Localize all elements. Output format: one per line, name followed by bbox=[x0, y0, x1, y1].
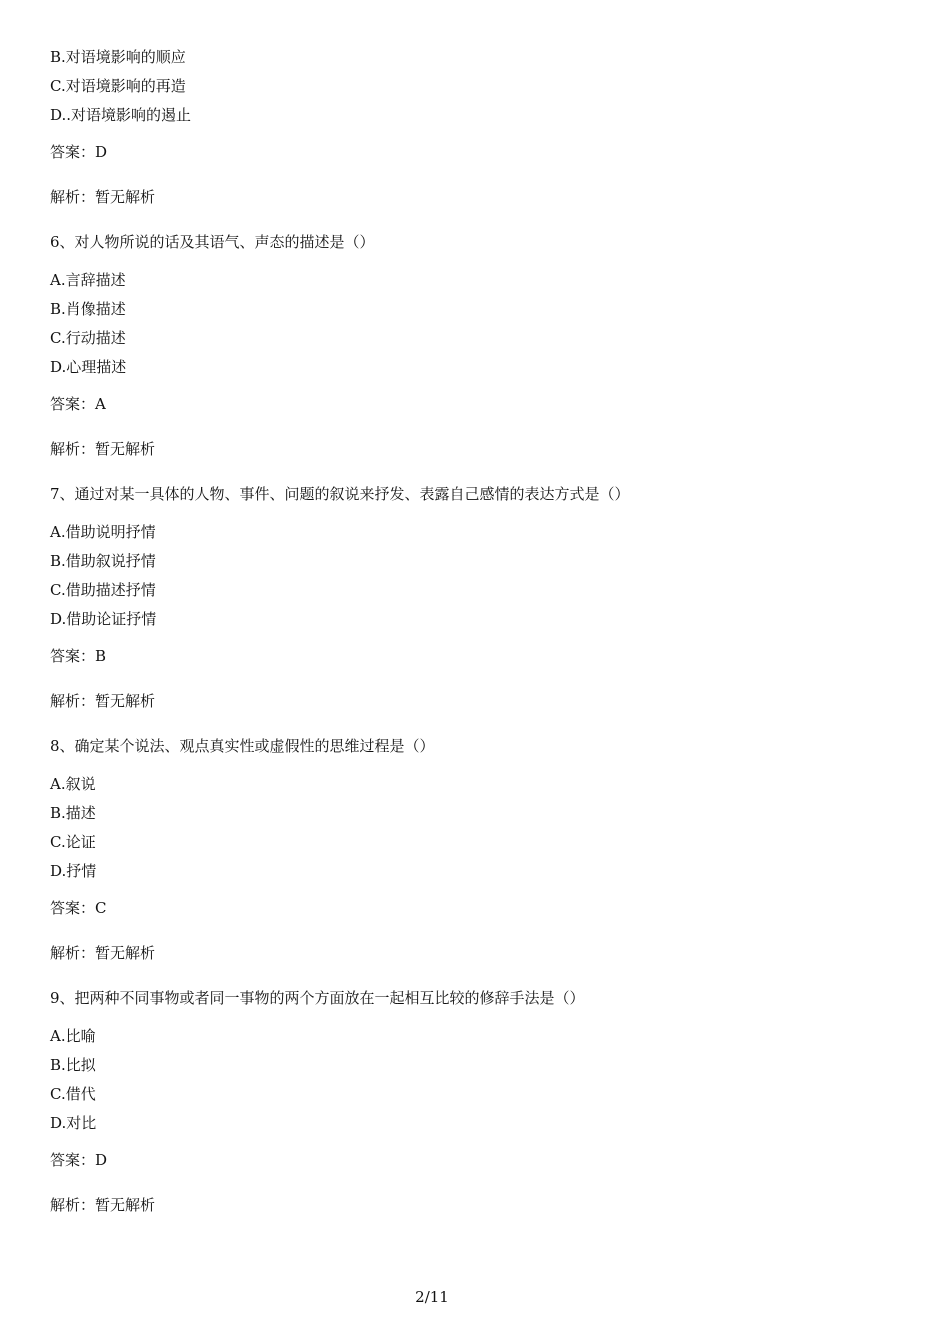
q6-option-c: C.行动描述 bbox=[50, 329, 126, 347]
q6-answer: 答案：A bbox=[50, 395, 106, 413]
q7-option-d: D.借助论证抒情 bbox=[50, 610, 157, 628]
q6-question: 6、对人物所说的话及其语气、声态的描述是（） bbox=[50, 233, 375, 251]
q7-analysis: 解析：暂无解析 bbox=[50, 692, 156, 710]
q7-answer: 答案：B bbox=[50, 647, 107, 665]
q8-analysis: 解析：暂无解析 bbox=[50, 944, 156, 962]
q8-option-b: B.描述 bbox=[50, 804, 96, 822]
q9-option-d: D.对比 bbox=[50, 1114, 97, 1132]
q9-option-c: C.借代 bbox=[50, 1085, 96, 1103]
q8-answer: 答案：C bbox=[50, 899, 107, 917]
q7-option-c: C.借助描述抒情 bbox=[50, 581, 156, 599]
q8-question: 8、确定某个说法、观点真实性或虚假性的思维过程是（） bbox=[50, 737, 435, 755]
q9-option-a: A.比喻 bbox=[50, 1027, 96, 1045]
q8-option-c: C.论证 bbox=[50, 833, 96, 851]
page-number: 2/11 bbox=[415, 1288, 449, 1306]
q6-option-a: A.言辞描述 bbox=[50, 271, 126, 289]
q6-option-b: B.肖像描述 bbox=[50, 300, 126, 318]
q9-answer: 答案：D bbox=[50, 1151, 108, 1169]
q5-option-c: C.对语境影响的再造 bbox=[50, 77, 186, 95]
q6-analysis: 解析：暂无解析 bbox=[50, 440, 156, 458]
q9-option-b: B.比拟 bbox=[50, 1056, 96, 1074]
q6-option-d: D.心理描述 bbox=[50, 358, 127, 376]
q5-analysis: 解析：暂无解析 bbox=[50, 188, 156, 206]
q8-option-a: A.叙说 bbox=[50, 775, 96, 793]
q5-option-b: B.对语境影响的顺应 bbox=[50, 48, 186, 66]
q9-analysis: 解析：暂无解析 bbox=[50, 1196, 156, 1214]
q5-option-d: D..对语境影响的遏止 bbox=[50, 106, 192, 124]
q9-question: 9、把两种不同事物或者同一事物的两个方面放在一起相互比较的修辞手法是（） bbox=[50, 989, 585, 1007]
q8-option-d: D.抒情 bbox=[50, 862, 97, 880]
q7-option-a: A.借助说明抒情 bbox=[50, 523, 156, 541]
q7-question: 7、通过对某一具体的人物、事件、问题的叙说来抒发、表露自己感情的表达方式是（） bbox=[50, 485, 630, 503]
q7-option-b: B.借助叙说抒情 bbox=[50, 552, 156, 570]
q5-answer: 答案：D bbox=[50, 143, 108, 161]
